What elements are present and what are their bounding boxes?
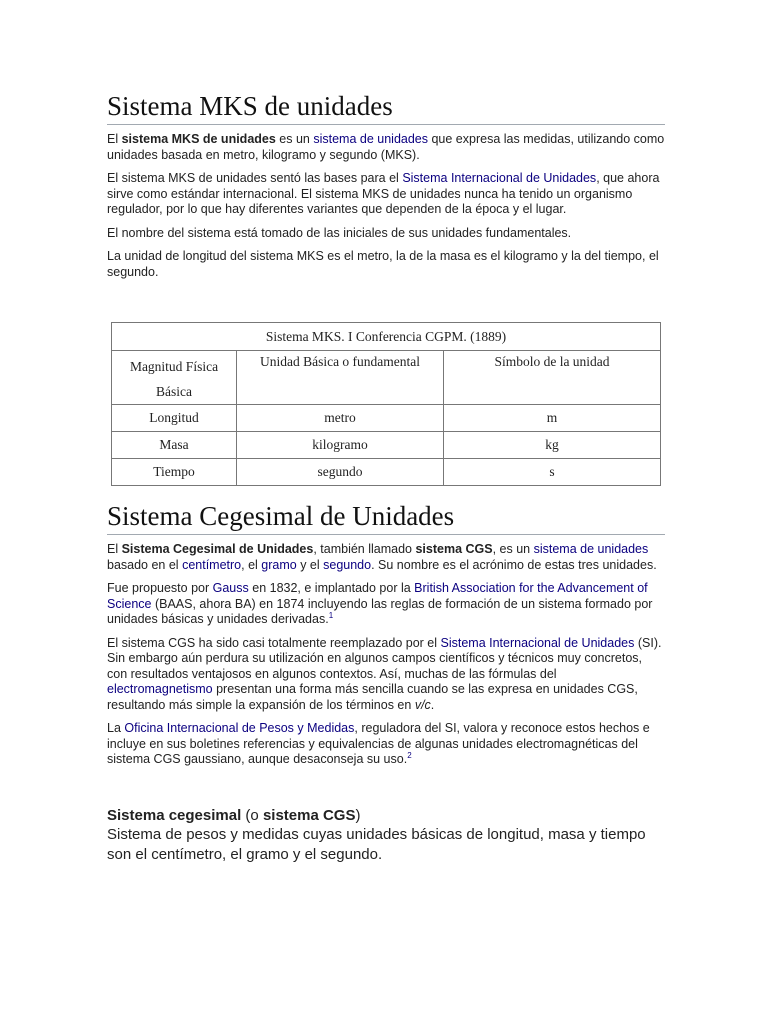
text: . <box>430 697 435 712</box>
link-gauss[interactable]: Gauss <box>212 581 249 595</box>
cell-magnitud: Longitud <box>112 405 237 432</box>
cell-unidad: kilogramo <box>237 432 444 459</box>
text: . Su nombre es el acrónimo de estas tres unidades. <box>371 557 657 572</box>
link-electromagnetismo[interactable]: electromagnetismo <box>107 682 213 696</box>
mks-paragraph-3: El nombre del sistema está tomado de las iniciales de sus unidades fundamentales. <box>107 225 572 240</box>
text: Fue propuesto por <box>107 581 213 595</box>
text: presentan una forma más sencilla cuando se las expresa en unidades CGS, resultando más simple la expansión de los términos en <box>107 682 638 712</box>
text: El <box>107 132 122 146</box>
mks-heading: Sistema MKS de unidades <box>107 90 665 125</box>
bold-term: Sistema Cegesimal de Unidades <box>121 542 314 556</box>
table-row <box>112 405 661 432</box>
cgs-paragraph-1 <box>107 542 665 573</box>
mks-body <box>107 132 665 280</box>
link-gramo[interactable]: gramo <box>261 557 297 572</box>
units-table <box>111 322 661 486</box>
text: es un <box>275 132 314 146</box>
table-caption: Sistema MKS. I Conferencia CGPM. (1889) <box>112 323 661 351</box>
link-oficina-internacional[interactable]: Oficina Internacional de Pesos y Medidas <box>124 721 355 735</box>
cgs-section <box>107 500 665 535</box>
text: (BAAS, ahora BA) en 1874 incluyendo las reglas de formación de un sistema formado por unidades básicas y unidades derivadas. <box>107 596 653 626</box>
text: , reguladora del SI, valora y reconoce estos hechos e incluye en sus boletines referencias y equivalencias de algunas unidades electromagnéticas del sistema CGS gaussiano, aunque desaconseja su uso. <box>107 721 650 766</box>
link-sistema-internacional[interactable]: Sistema Internacional de Unidades <box>440 635 635 650</box>
text: (o <box>241 807 263 824</box>
header-simbolo: Símbolo de la unidad <box>444 351 661 405</box>
footnote-ref-2[interactable]: 2 <box>407 750 412 760</box>
text: que expresa las medidas, utilizando como unidades basada en metro, kilogramo y segundo (MKS). <box>107 132 665 162</box>
mks-section <box>107 90 665 125</box>
cell-magnitud: Tiempo <box>112 459 237 486</box>
footnote-ref-1[interactable]: 1 <box>328 610 334 620</box>
cgs-paragraph-3 <box>107 636 665 714</box>
table-caption-row <box>112 323 661 351</box>
definition-body: Sistema de pesos y medidas cuyas unidades básicas de longitud, masa y tiempo son el centímetro, el gramo y el segundo. <box>107 826 646 863</box>
text: en 1832, e implantado por la <box>248 581 415 595</box>
cell-unidad: segundo <box>237 459 444 486</box>
bold-term: sistema CGS <box>262 807 356 824</box>
text: El <box>107 542 122 556</box>
definition-block <box>107 807 665 865</box>
cell-magnitud: Masa <box>112 432 237 459</box>
mks-paragraph-4: La unidad de longitud del sistema MKS es el metro, la de la masa es el kilogramo y la del tiempo, el segundo. <box>107 249 659 279</box>
text: , el <box>241 557 262 572</box>
cell-simbolo: m <box>444 405 661 432</box>
bold-term: sistema MKS de unidades <box>121 132 276 146</box>
bold-term: Sistema cegesimal <box>107 807 242 824</box>
cgs-body <box>107 542 665 768</box>
header-magnitud: Magnitud Física Básica <box>112 351 237 405</box>
text: , que ahora sirve como estándar internacional. El sistema MKS de unidades nunca ha tenido un organismo regulador, por lo que hay diferentes variantes que dependen de la época y el lugar. <box>107 171 660 216</box>
table-row <box>112 459 661 486</box>
italic-term: v/c <box>414 697 431 712</box>
link-sistema-de-unidades[interactable]: sistema de unidades <box>533 542 649 556</box>
link-centimetro[interactable]: centímetro <box>182 557 242 572</box>
text: , también llamado <box>313 542 416 556</box>
text: basado en el <box>107 557 183 572</box>
link-british-association[interactable]: British Association for the Advancement of Science <box>107 581 648 611</box>
header-unidad: Unidad Básica o fundamental <box>237 351 444 405</box>
text: El sistema MKS de unidades sentó las bases para el <box>107 171 403 185</box>
cell-simbolo: kg <box>444 432 661 459</box>
link-sistema-internacional[interactable]: Sistema Internacional de Unidades <box>402 171 597 185</box>
text: La <box>107 721 125 735</box>
bold-term: sistema CGS <box>415 542 493 556</box>
link-segundo[interactable]: segundo <box>323 557 372 572</box>
table-header-row <box>112 351 661 405</box>
definition-title <box>107 807 665 825</box>
cgs-paragraph-4 <box>107 721 665 768</box>
table-row <box>112 432 661 459</box>
text: (SI). Sin embargo aún perdura su utilización en algunos campos científicos y técnicos muy concretos, con resultados ventajosos en algunos contextos. Así, muchas de las fórmulas del <box>107 635 662 681</box>
mks-paragraph-2 <box>107 171 665 218</box>
text: y el <box>296 557 324 572</box>
cgs-heading: Sistema Cegesimal de Unidades <box>107 500 665 535</box>
text: , es un <box>492 542 534 556</box>
cell-simbolo: s <box>444 459 661 486</box>
link-sistema-de-unidades[interactable]: sistema de unidades <box>313 132 428 146</box>
text: ) <box>355 807 361 824</box>
text: El sistema CGS ha sido casi totalmente reemplazado por el <box>107 635 441 650</box>
cell-unidad: metro <box>237 405 444 432</box>
mks-paragraph-1 <box>107 132 665 163</box>
cgs-paragraph-2 <box>107 581 665 628</box>
